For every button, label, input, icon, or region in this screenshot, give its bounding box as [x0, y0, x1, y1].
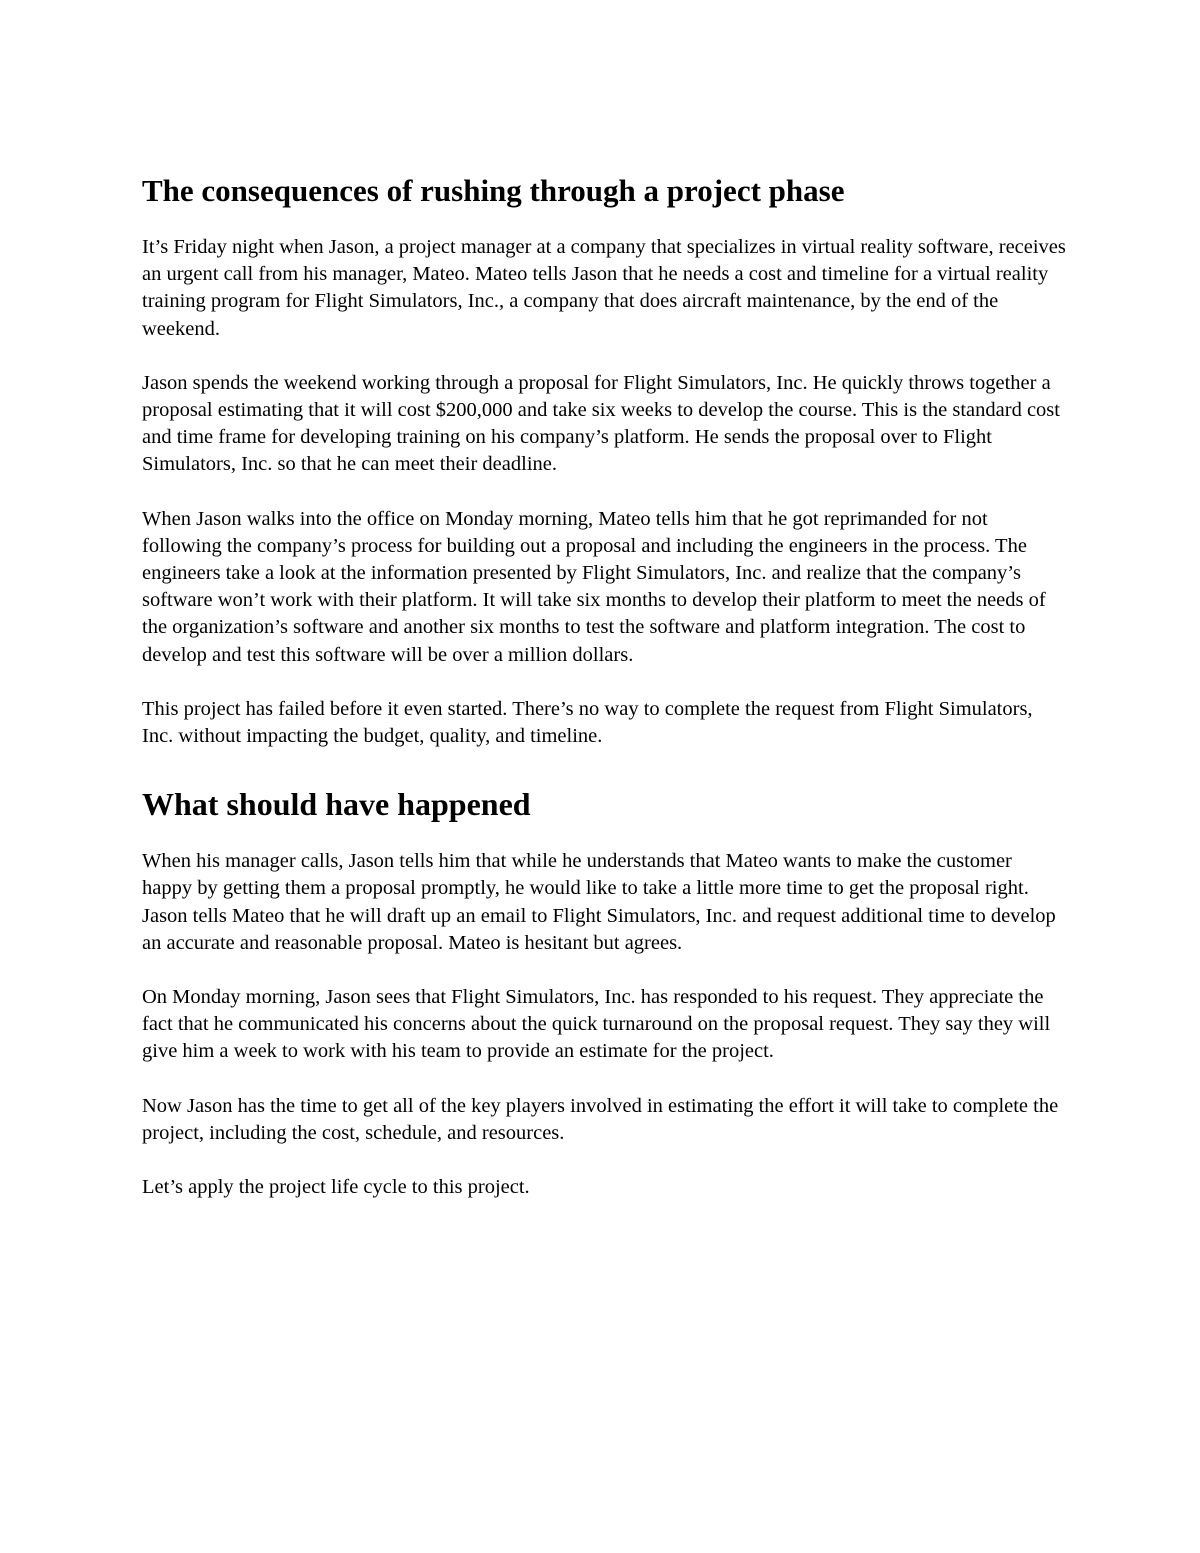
document-body: [142, 170, 1067, 1228]
paragraph-weekend-proposal: Jason spends the weekend working through a proposal for Flight Simulators, Inc. He quickly throws together a proposal estimating that it will cost $200,000 and take six weeks to develop the course. This is the standard cost and time frame for developing training on his company’s platform. He sends the proposal over to Flight Simulators, Inc. so that he can meet their deadline.: [142, 371, 1060, 476]
heading-consequences: The consequences of rushing through a project phase: [142, 173, 845, 208]
paragraph-monday-response: On Monday morning, Jason sees that Flight Simulators, Inc. has responded to his request. They appreciate the fact that he communicated his concerns about the quick turnaround on the proposal request. They say they will give him a week to work with his team to provide an estimate for the project.: [142, 986, 1051, 1063]
heading-what-should-have-happened: What should have happened: [142, 786, 531, 823]
paragraph-monday-reprimand: When Jason walks into the office on Monday morning, Mateo tells him that he got reprimanded for not following the company’s process for building out a proposal and including the engineers in the process. The engineers take a look at the information presented by Flight Simulators, Inc. and realize that the company’s software won’t work with their platform. It will take six months to develop their platform to meet the needs of the organization’s software and another six months to test the software and platform integration. The cost to develop and test this software will be over a million dollars.: [142, 507, 1046, 666]
paragraph-key-players: Now Jason has the time to get all of the key players involved in estimating the effort it will take to complete the project, including the cost, schedule, and resources.: [142, 1094, 1059, 1144]
paragraph-apply-life-cycle: Let’s apply the project life cycle to this project.: [142, 1176, 530, 1199]
paragraph-manager-calls: When his manager calls, Jason tells him that while he understands that Mateo wants to make the customer happy by getting them a proposal promptly, he would like to take a little more time to get the proposal right. Jason tells Mateo that he will draft up an email to Flight Simulators, Inc. and request additional time to develop an accurate and reasonable proposal. Mateo is hesitant but agrees.: [142, 850, 1056, 954]
paragraph-project-failed: This project has failed before it even started. There’s no way to complete the request from Flight Simulators, Inc. without impacting the budget, quality, and timeline.: [142, 697, 1033, 748]
paragraph-friday-call: It’s Friday night when Jason, a project manager at a company that specializes in virtual reality software, receives an urgent call from his manager, Mateo. Mateo tells Jason that he needs a cost and timeline for a virtual reality training program for Flight Simulators, Inc., a company that does aircraft maintenance, by the end of the weekend.: [142, 236, 1066, 340]
